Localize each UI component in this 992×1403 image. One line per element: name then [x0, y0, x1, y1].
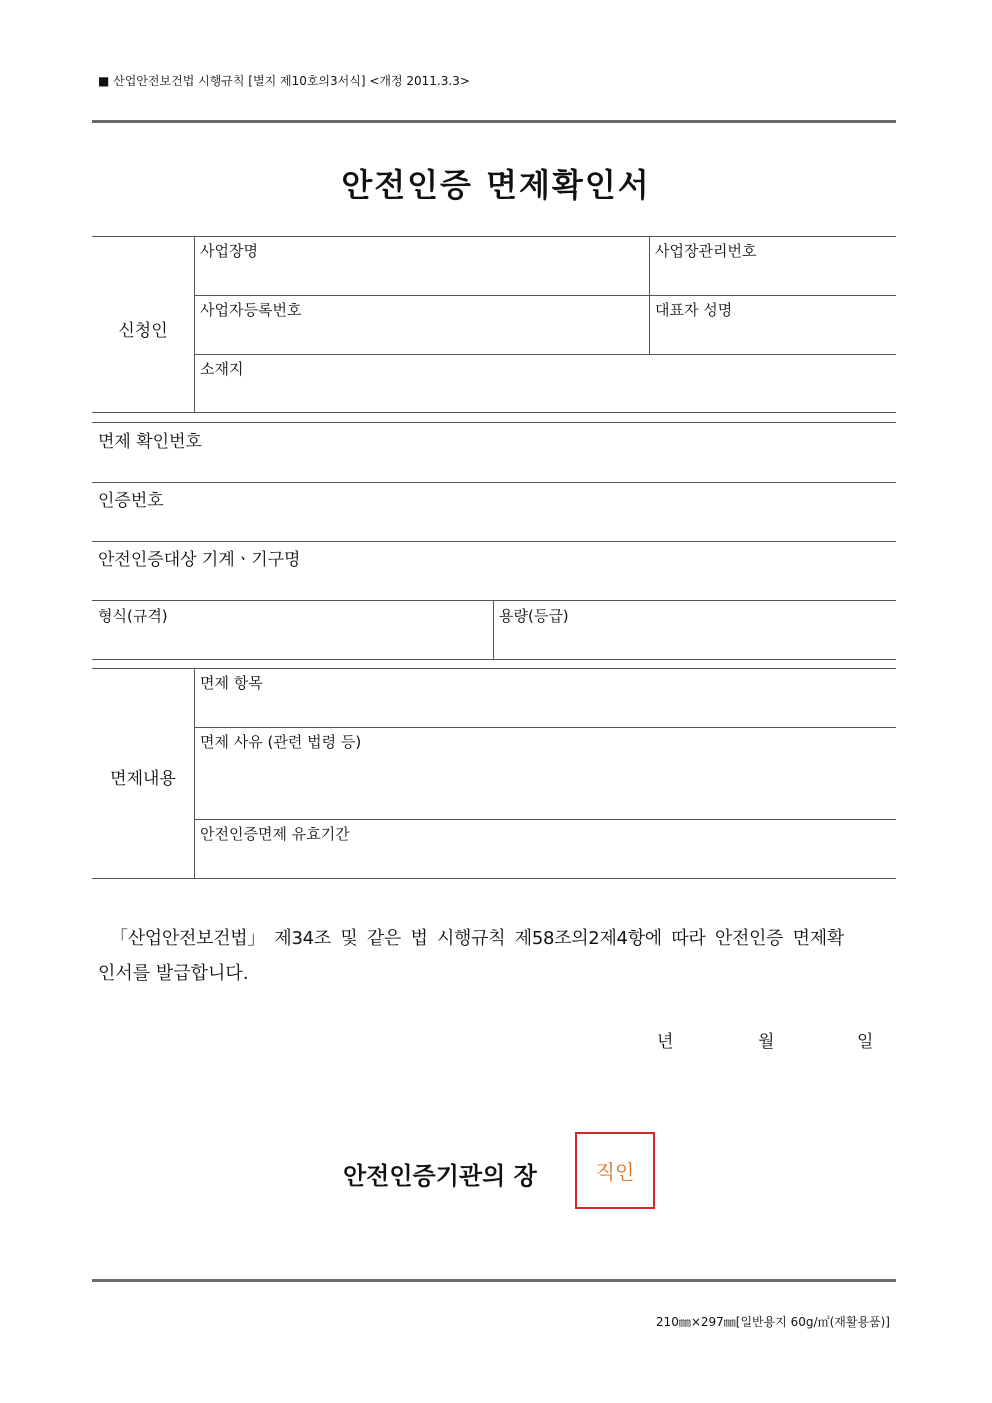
form-reference: ■ 산업안전보건법 시행규칙 [별지 제10호의3서식] <개정 2011.3.3> — [98, 74, 470, 88]
seal-label: 직인 — [595, 1160, 635, 1184]
address-field[interactable]: 소재지 — [200, 360, 244, 378]
exemption-label: 면제내용 — [110, 769, 176, 789]
bottom-rule — [92, 1279, 896, 1282]
paper-spec: 210㎜×297㎜[일반용지 60g/㎡(재활용품)] — [655, 1315, 890, 1329]
business-mgmt-no-field[interactable]: 사업장관리번호 — [655, 242, 757, 260]
top-rule — [92, 120, 896, 123]
business-reg-no-field[interactable]: 사업자등록번호 — [200, 301, 302, 319]
model-field[interactable]: 형식(규격) — [98, 607, 168, 625]
validity-field[interactable]: 안전인증면제 유효기간 — [200, 825, 350, 843]
date-day: 일 — [857, 1032, 874, 1052]
seal-box — [575, 1132, 655, 1209]
page-title: 안전인증 면제확인서 — [341, 166, 651, 204]
exemption-no-field[interactable]: 면제 확인번호 — [98, 432, 202, 452]
cert-no-field[interactable]: 인증번호 — [98, 491, 164, 511]
date-month: 월 — [758, 1032, 775, 1052]
date-year: 년 — [657, 1032, 674, 1052]
capacity-field[interactable]: 용량(등급) — [499, 607, 569, 625]
business-name-field[interactable]: 사업장명 — [200, 242, 258, 260]
machine-name-field[interactable]: 안전인증대상 기계ㆍ기구명 — [98, 550, 301, 570]
exemption-reason-field[interactable]: 면제 사유 (관련 법령 등) — [200, 733, 362, 751]
applicant-label: 신청인 — [118, 321, 168, 341]
signer-title: 안전인증기관의 장 — [343, 1162, 537, 1190]
representative-field[interactable]: 대표자 성명 — [655, 301, 733, 319]
statement-line-1: 「산업안전보건법」 제34조 및 같은 법 시행규칙 제58조의2제4항에 따라 안전인증 면제확 — [110, 928, 844, 949]
exemption-items-field[interactable]: 면제 항목 — [200, 674, 263, 692]
statement-line-2: 인서를 발급합니다. — [98, 963, 249, 984]
